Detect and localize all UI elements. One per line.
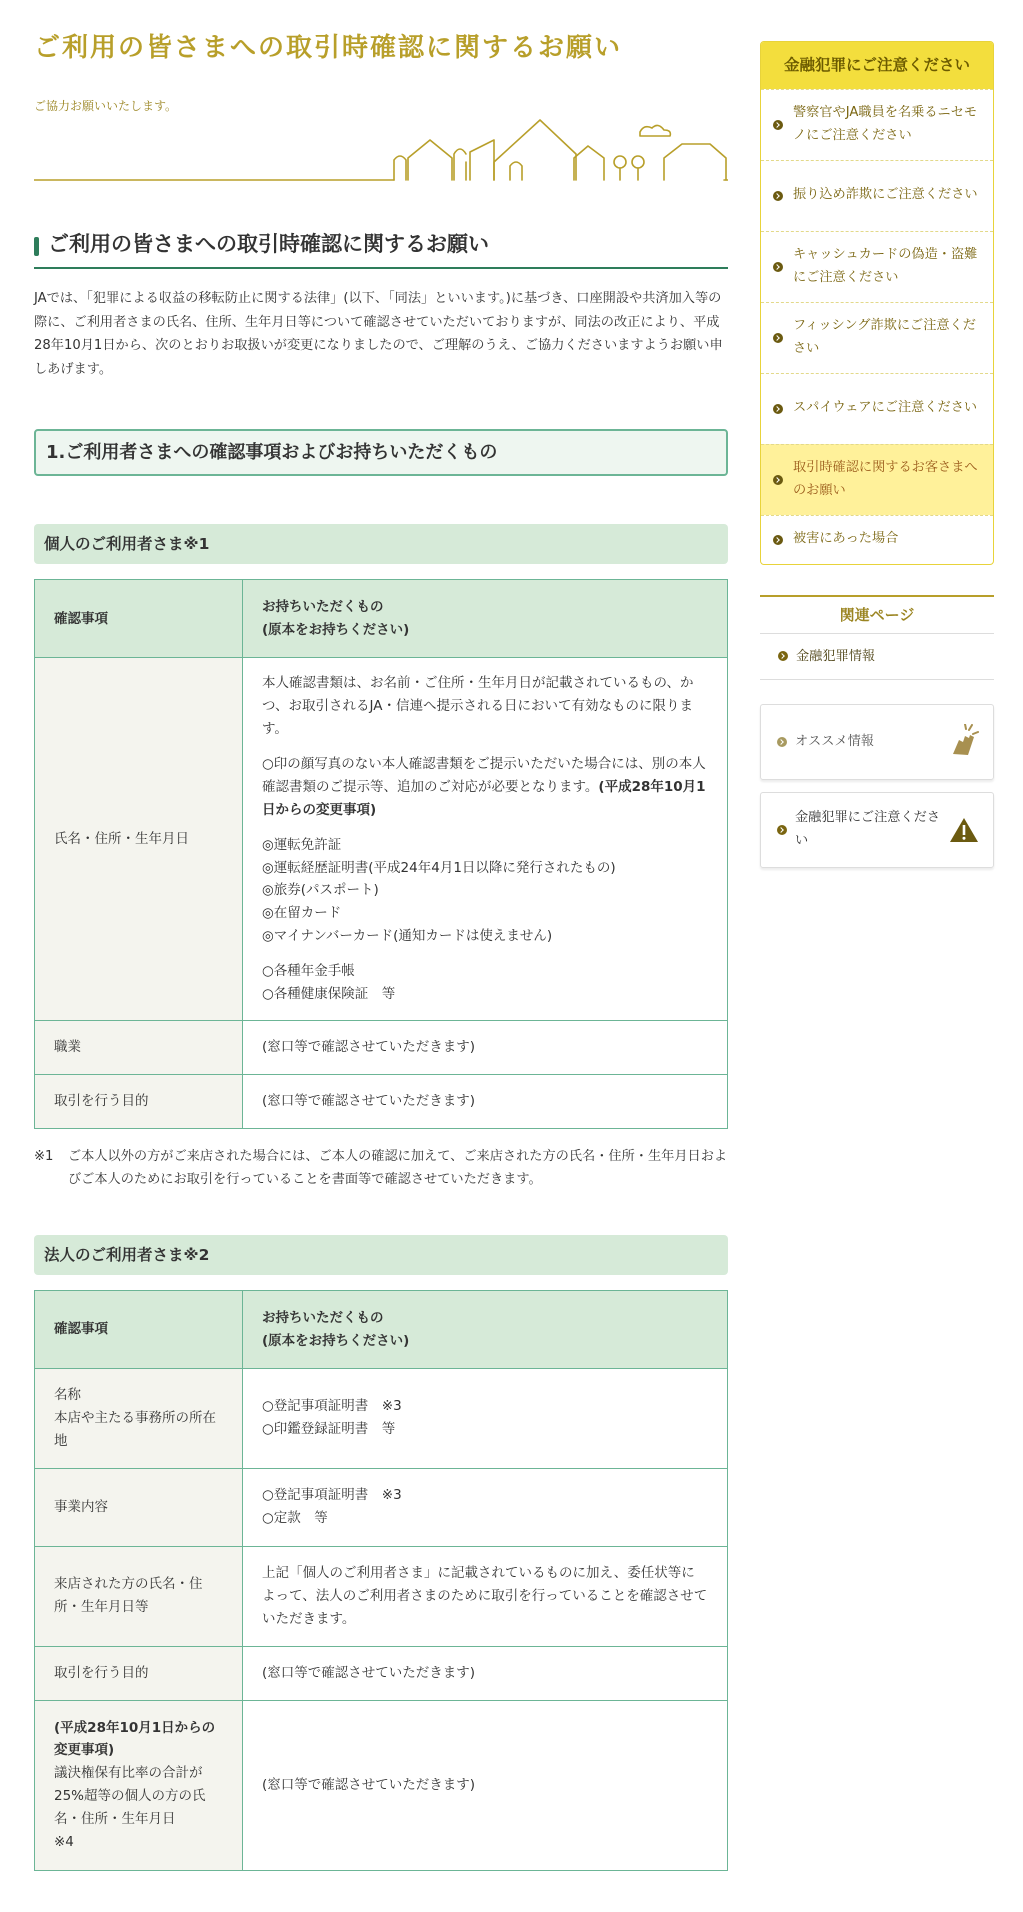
chevron-right-icon	[777, 825, 787, 835]
banner-label: 金融犯罪にご注意ください	[795, 810, 941, 848]
list-item: ◎旅券(パスポート)	[262, 882, 379, 899]
row-value-purpose: (窓口等で確認させていただきます)	[243, 1075, 728, 1129]
related-link-financial-crime[interactable]	[760, 634, 994, 680]
row-value-registration-docs	[243, 1368, 728, 1468]
financial-crime-banner[interactable]	[760, 792, 994, 868]
chevron-right-icon	[773, 120, 783, 130]
sidebar-item-card-forgery[interactable]	[761, 231, 993, 302]
col-header-documents-line1: お持ちいただくもの	[262, 1310, 384, 1327]
table-row	[35, 657, 728, 1020]
table-row	[35, 1468, 728, 1546]
row-label-name: 名称	[54, 1386, 81, 1403]
related-pages	[760, 595, 994, 680]
col-header-documents-line1: お持ちいただくもの	[262, 599, 384, 616]
table-row	[35, 1021, 728, 1075]
chevron-right-icon	[773, 333, 783, 343]
sidebar-item-label: キャッシュカードの偽造・盗難にご注意ください	[793, 247, 978, 285]
no-photo-id-list	[262, 960, 708, 1006]
id-docs-note	[262, 753, 708, 822]
list-item: ○登記事項証明書 ※3	[262, 1487, 402, 1504]
row-value-occupation: (窓口等で確認させていただきます)	[243, 1021, 728, 1075]
sidebar-item-phishing[interactable]	[761, 302, 993, 373]
footnote-text: ご本人以外の方がご来店された場合には、ご本人の確認に加えて、ご来店された方の氏名・住所・生年月日およびご本人のためにお取引を行っていることを書面等で確認させていただきます。	[68, 1149, 728, 1188]
row-label-purpose: 取引を行う目的	[35, 1646, 243, 1700]
row-label-purpose: 取引を行う目的	[35, 1075, 243, 1129]
row-label-owner-mark: ※4	[54, 1834, 74, 1851]
row-value-beneficial-owner: (窓口等で確認させていただきます)	[243, 1700, 728, 1870]
chevron-right-icon	[778, 651, 788, 661]
individual-title: 個人のご利用者さま※1	[34, 524, 728, 564]
sidebar-item-label: 被害にあった場合	[793, 531, 899, 547]
row-value-visitor: 上記「個人のご利用者さま」に記載されているものに加え、委任状等によって、法人のご利用者さまのために取引を行っていることを確認させていただきます。	[243, 1546, 728, 1646]
col-header-documents-line2: (原本をお持ちください)	[262, 621, 410, 638]
list-item: ○各種健康保険証 等	[262, 986, 396, 1003]
footnote-mark: ※1	[34, 1149, 54, 1165]
table-row	[35, 1546, 728, 1646]
corporate-table	[34, 1290, 728, 1871]
col-header-documents-line2: (原本をお持ちください)	[262, 1332, 410, 1349]
row-label-office: 本店や主たる事務所の所在地	[54, 1409, 216, 1449]
warning-icon	[949, 817, 979, 843]
list-item: ○定款 等	[262, 1510, 328, 1527]
footnote-1	[34, 1145, 728, 1191]
chevron-right-icon	[773, 535, 783, 545]
list-item: ◎運転免許証	[262, 836, 342, 853]
row-label-name-address: 氏名・住所・生年月日	[35, 657, 243, 1020]
col-header-documents	[243, 580, 728, 658]
main-content	[34, 230, 728, 1871]
col-header-documents	[243, 1291, 728, 1369]
page-header	[34, 30, 728, 156]
list-item: ○各種年金手帳	[262, 963, 355, 980]
chevron-right-icon	[773, 262, 783, 272]
individual-table	[34, 579, 728, 1129]
table-row	[35, 1075, 728, 1129]
row-value-purpose: (窓口等で確認させていただきます)	[243, 1646, 728, 1700]
intro-text: JAでは、「犯罪による収益の移転防止に関する法律」(以下、「同法」といいます。)に基づき、口座開設や共済加入等の際に、ご利用者さまの氏名、住所、生年月日等について確認させていただいておりますが、同法の改正により、平成28年10月1日から、次のとおりお取扱いが変更になりましたので、ご理解のうえ、ご協力くださいますようお願い申しあげます。	[34, 291, 723, 377]
id-docs-note-text: ○印の顔写真のない本人確認書類をご提示いただいた場合には、別の本人確認書類のご提示等、追加のご対応が必要となります。	[262, 755, 706, 795]
photo-id-list	[262, 834, 708, 949]
table-header-row	[35, 1291, 728, 1369]
table-row	[35, 1700, 728, 1870]
chevron-right-icon	[777, 737, 787, 747]
row-label-business: 事業内容	[35, 1468, 243, 1546]
sidebar-item-transaction-check[interactable]	[761, 444, 993, 515]
list-item: ○登記事項証明書 ※3	[262, 1398, 402, 1415]
sidebar-item-damage[interactable]	[761, 515, 993, 564]
sidebar-item-spyware[interactable]	[761, 373, 993, 444]
sidebar-item-fake-police[interactable]	[761, 89, 993, 160]
row-label-change-note: (平成28年10月1日からの変更事項)	[54, 1719, 216, 1759]
list-item: ◎在留カード	[262, 905, 342, 922]
sidebar	[760, 41, 994, 868]
related-link-label: 金融犯罪情報	[796, 648, 876, 664]
caution-menu-title: 金融犯罪にご注意ください	[761, 42, 993, 89]
sidebar-item-label: 警察官やJA職員を名乗るニセモノにご注意ください	[793, 105, 978, 143]
col-header-item: 確認事項	[35, 1291, 243, 1369]
chevron-right-icon	[773, 404, 783, 414]
table-row	[35, 1368, 728, 1468]
corporate-title: 法人のご利用者さま※2	[34, 1235, 728, 1275]
list-item: ◎マイナンバーカード(通知カードは使えません)	[262, 928, 553, 945]
table-header-row	[35, 580, 728, 658]
row-label-beneficial-owner	[35, 1700, 243, 1870]
col-header-item: 確認事項	[35, 580, 243, 658]
related-pages-title: 関連ページ	[760, 597, 994, 634]
sidebar-item-label: 取引時確認に関するお客さまへのお願い	[793, 460, 978, 498]
caution-menu	[760, 41, 994, 565]
row-label-name-office	[35, 1368, 243, 1468]
row-label-visitor: 来店された方の氏名・住所・生年月日等	[35, 1546, 243, 1646]
recommended-info-banner[interactable]	[760, 704, 994, 780]
row-label-occupation: 職業	[35, 1021, 243, 1075]
sidebar-item-label: フィッシング詐欺にご注意ください	[793, 318, 976, 356]
id-docs-note-change: (平成28年10月1日からの変更事項)	[262, 778, 706, 818]
chevron-right-icon	[773, 191, 783, 201]
list-item: ◎運転経歴証明書(平成24年4月1日以降に発行されたもの)	[262, 859, 616, 876]
page-title: ご利用の皆さまへの取引時確認に関するお願い	[34, 33, 623, 63]
row-label-owner-text: 議決権保有比率の合計が25%超等の個人の方の氏名・住所・生年月日	[54, 1765, 206, 1828]
sidebar-item-label: スパイウェアにご注意ください	[793, 400, 978, 416]
section1-title: 1.ご利用者さまへの確認事項およびお持ちいただくもの	[34, 429, 728, 476]
section-heading: ご利用の皆さまへの取引時確認に関するお願い	[34, 230, 728, 269]
page-subtitle: ご協力お願いいたします。	[34, 99, 178, 113]
town-illustration	[34, 92, 728, 186]
row-value-business-docs	[243, 1468, 728, 1546]
sidebar-item-label: 振り込め詐欺にご注意ください	[793, 187, 978, 203]
chevron-right-icon	[773, 475, 783, 485]
id-docs-requirement: 本人確認書類は、お名前・ご住所・生年月日が記載されているもの、かつ、お取引されるJA・信連へ提示される日において有効なものに限ります。	[262, 674, 694, 737]
list-item: ○印鑑登録証明書 等	[262, 1421, 396, 1438]
banner-label: オススメ情報	[795, 733, 874, 749]
sidebar-item-transfer-fraud[interactable]	[761, 160, 993, 231]
pointing-hand-icon	[949, 724, 979, 760]
row-value-id-documents	[243, 657, 728, 1020]
table-row	[35, 1646, 728, 1700]
